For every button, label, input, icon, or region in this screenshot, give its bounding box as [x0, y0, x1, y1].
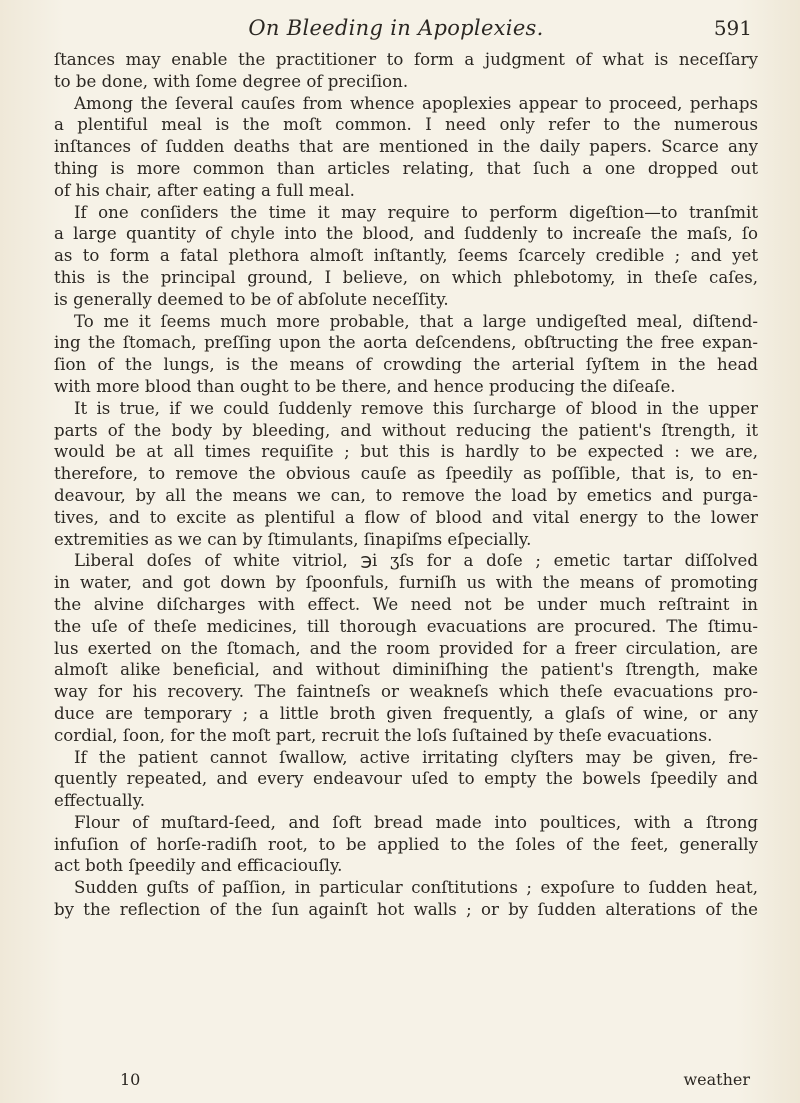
text-line: a plentiful meal is the moſt common. I need only refer to the numerous	[54, 115, 758, 135]
text-line: ing the ſtomach, preſſing upon the aorta deſcendens, obſtructing the free expan-	[54, 333, 758, 353]
text-line: as to form a fatal plethora almoſt inſtantly, ſeems ſcarcely credible ; and yet	[54, 246, 758, 266]
text-line: by the reflection of the ſun againſt hot walls ; or by ſudden alterations of the	[54, 900, 758, 920]
text-line: duce are temporary ; a little broth given frequently, a glaſs of wine, or any	[54, 703, 758, 723]
text-line: If the patient cannot ſwallow, active irritating clyſters may be given, fre-	[74, 747, 758, 767]
page-header	[40, 14, 752, 44]
text-line: ſion of the lungs, is the means of crowding the arterial ſyſtem in the head	[54, 355, 758, 375]
text-line: Flour of muſtard-ſeed, and ſoft bread made into poultices, with a ſtrong	[74, 812, 758, 832]
text-line: to be done, with ſome degree of preciſion.	[54, 71, 409, 91]
text-line: effectually.	[54, 791, 146, 811]
text-line: infuſion of horſe-radiſh root, to be applied to the ſoles of the feet, generally	[54, 834, 758, 854]
text-line: this is the principal ground, I believe, on which phlebotomy, in theſe caſes,	[54, 267, 758, 287]
text-line: the alvine diſcharges with effect. We need not be under much reſtraint in	[54, 594, 758, 614]
text-line: is generally deemed to be of abſolute neceſſity.	[54, 289, 449, 309]
body-text	[54, 49, 758, 921]
text-line: lus exerted on the ſtomach, and the room provided for a freer circulation, are	[54, 638, 758, 658]
text-line: therefore, to remove the obvious cauſe as ſpeedily as poſſible, that is, to en-	[54, 464, 758, 484]
text-line: Liberal doſes of white vitriol, ℈i ʒſs for a doſe ; emetic tartar diſſolved	[74, 551, 758, 571]
text-line: If one conſiders the time it may require to perform digeſtion—to tranſmit	[74, 202, 758, 222]
text-line: deavour, by all the means we can, to remove the load by emetics and purga-	[54, 485, 758, 505]
text-line: the uſe of theſe medicines, till thorough evacuations are procured. The ſtimu-	[54, 616, 758, 636]
text-line: quently repeated, and every endeavour uſed to empty the bowels ſpeedily and	[54, 769, 758, 789]
text-line: To me it ſeems much more probable, that a large undigeſted meal, diſtend-	[74, 311, 758, 331]
text-line: parts of the body by bleeding, and without reducing the patient's ſtrength, it	[54, 420, 758, 440]
text-line: It is true, if we could ſuddenly remove this ſurcharge of blood in the upper	[74, 398, 758, 418]
text-line: extremities as we can by ſtimulants, ſinapiſms eſpecially.	[54, 529, 532, 549]
text-line: cordial, ſoon, for the moſt part, recruit the loſs ſuſtained by theſe evacuations.	[54, 725, 713, 745]
page-number: 591	[713, 16, 752, 40]
text-line: with more blood than ought to be there, and hence producing the diſeaſe.	[54, 376, 676, 396]
text-line: of his chair, after eating a full meal.	[54, 180, 355, 200]
text-line: would be at all times requiſite ; but this is hardly to be expected : we are,	[54, 442, 758, 462]
text-line: ſtances may enable the practitioner to form a judgment of what is neceſſary	[54, 50, 758, 69]
text-line: act both ſpeedily and efficaciouſly.	[54, 856, 343, 876]
signature-mark: 10	[120, 1070, 141, 1089]
text-line: thing is more common than articles relating, that ſuch a one dropped out	[54, 158, 758, 178]
page-footer	[120, 1070, 750, 1094]
text-line: Sudden guſts of paſſion, in particular conſtitutions ; expoſure to ſudden heat,	[74, 878, 758, 898]
running-title: On Bleeding in Apoplexies.	[248, 16, 544, 40]
text-line: tives, and to excite as plentiful a flow of blood and vital energy to the lower	[54, 507, 758, 527]
text-line: inſtances of ſudden deaths that are mentioned in the daily papers. Scarce any	[54, 137, 758, 157]
text-line: almoſt alike beneficial, and without diminiſhing the patient's ſtrength, make	[54, 660, 758, 680]
catchword: weather	[683, 1070, 750, 1089]
text-line: way for his recovery. The faintneſs or weakneſs which theſe evacuations pro-	[54, 682, 758, 702]
text-line: Among the ſeveral cauſes from whence apoplexies appear to proceed, perhaps	[74, 93, 758, 113]
text-line: in water, and got down by ſpoonfuls, furniſh us with the means of promoting	[54, 573, 758, 593]
text-line: a large quantity of chyle into the blood, and ſuddenly to increaſe the maſs, ſo	[54, 224, 758, 244]
